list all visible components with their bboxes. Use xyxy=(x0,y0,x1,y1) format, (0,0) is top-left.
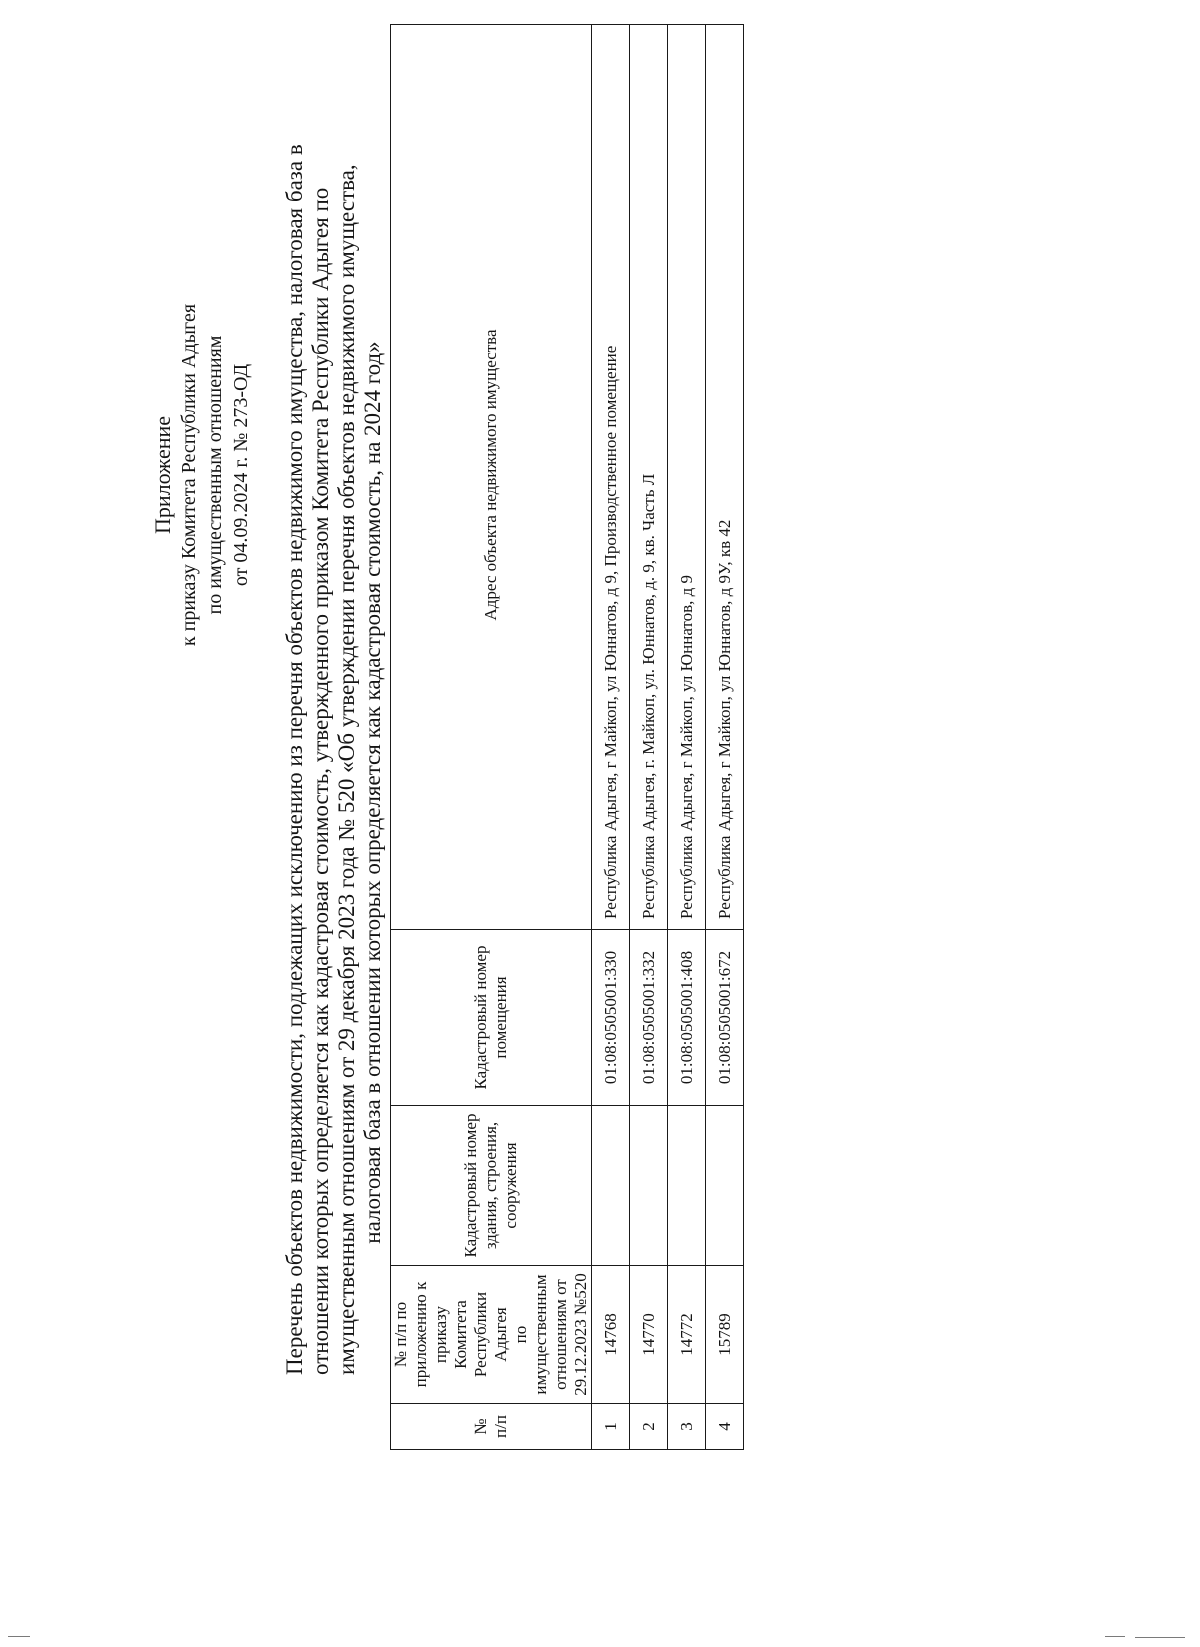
cell-premises-cadastral: 01:08:0505001:332 xyxy=(630,930,668,1106)
header-ref-line: отношениям от xyxy=(551,1279,570,1390)
header-num-line: № xyxy=(471,1418,490,1435)
header-building-line: сооружения xyxy=(501,1142,520,1229)
attachment-title: Приложение xyxy=(150,415,175,535)
cell-address: Республика Адыгея, г Майкоп, ул Юннатов, д 9 xyxy=(668,25,706,930)
header-premises-cadastral xyxy=(391,930,592,1106)
cell-premises-cadastral: 01:08:0505001:408 xyxy=(668,930,706,1106)
header-ref-line: № п/п по xyxy=(391,1301,410,1368)
attachment-header xyxy=(150,245,254,705)
header-num xyxy=(391,1404,592,1450)
scan-artifact xyxy=(8,1636,30,1637)
header-building-line: здания, строения, xyxy=(481,1121,500,1250)
cell-num: 2 xyxy=(630,1404,668,1450)
cell-premises-cadastral: 01:08:0505001:330 xyxy=(592,930,630,1106)
cell-reference-number: 14772 xyxy=(668,1266,706,1404)
attachment-line-date: от 04.09.2024 г. № 273-ОД xyxy=(230,363,252,587)
scan-artifact xyxy=(1135,1637,1185,1638)
cell-num: 3 xyxy=(668,1404,706,1450)
header-reference-number xyxy=(391,1266,592,1404)
attachment-line-order: к приказу Комитета Республики Адыгея xyxy=(178,303,200,647)
rotated-content xyxy=(0,55,1200,1555)
header-ref-line: Республики Адыгея xyxy=(471,1291,510,1378)
header-address xyxy=(391,25,592,930)
scan-artifact xyxy=(1105,1636,1125,1637)
header-building-cadastral xyxy=(391,1106,592,1266)
property-table xyxy=(390,24,744,1450)
cell-reference-number: 15789 xyxy=(706,1266,744,1404)
cell-num: 4 xyxy=(706,1404,744,1450)
header-cadastral-line: Кадастровый номер xyxy=(471,945,490,1090)
title-line: имущественным отношениям от 29 декабря 2023 года № 520 «Об утверждении перечня объектов недвижимого имущества, xyxy=(334,164,359,1375)
header-ref-line: приказу Комитета xyxy=(431,1300,470,1369)
header-building-line: Кадастровый номер xyxy=(461,1113,480,1258)
cell-building-cadastral xyxy=(668,1106,706,1266)
table-header-row xyxy=(391,25,592,1450)
cell-reference-number: 14770 xyxy=(630,1266,668,1404)
table-row xyxy=(706,25,744,1450)
header-cadastral-line: помещения xyxy=(491,976,510,1059)
title-line: налоговая база в отношении которых определяется как кадастровая стоимость, на 2024 год» xyxy=(360,341,385,1244)
table-row xyxy=(630,25,668,1450)
cell-address: Республика Адыгея, г Майкоп, ул Юннатов, д 9У, кв 42 xyxy=(706,25,744,930)
header-ref-line: по имущественным xyxy=(511,1274,550,1395)
header-ref-line: 29.12.2023 №520 xyxy=(571,1273,590,1396)
cell-address: Республика Адыгея, г Майкоп, ул Юннатов, д 9, Производственное помещение xyxy=(592,25,630,930)
header-address-line: Адрес объекта недвижимого имущества xyxy=(481,329,500,621)
header-ref-line: приложению к xyxy=(411,1281,430,1388)
title-line: отношении которых определяется как кадастровая стоимость, утвержденного приказом Комитета Республики Адыгея по xyxy=(308,187,333,1375)
title-line: Перечень объектов недвижимости, подлежащих исключению из перечня объектов недвижимого имущества, налоговая база в xyxy=(282,144,307,1375)
cell-building-cadastral xyxy=(630,1106,668,1266)
header-num-line: п/п xyxy=(491,1415,510,1438)
cell-premises-cadastral: 01:08:0505001:672 xyxy=(706,930,744,1106)
cell-building-cadastral xyxy=(706,1106,744,1266)
document-title xyxy=(282,144,386,1375)
table-row xyxy=(592,25,630,1450)
cell-building-cadastral xyxy=(592,1106,630,1266)
table-row xyxy=(668,25,706,1450)
attachment-line-committee: по имущественным отношениям xyxy=(204,335,226,615)
cell-reference-number: 14768 xyxy=(592,1266,630,1404)
cell-num: 1 xyxy=(592,1404,630,1450)
cell-address: Республика Адыгея, г. Майкоп, ул. Юннатов, д. 9, кв. Часть Л xyxy=(630,25,668,930)
